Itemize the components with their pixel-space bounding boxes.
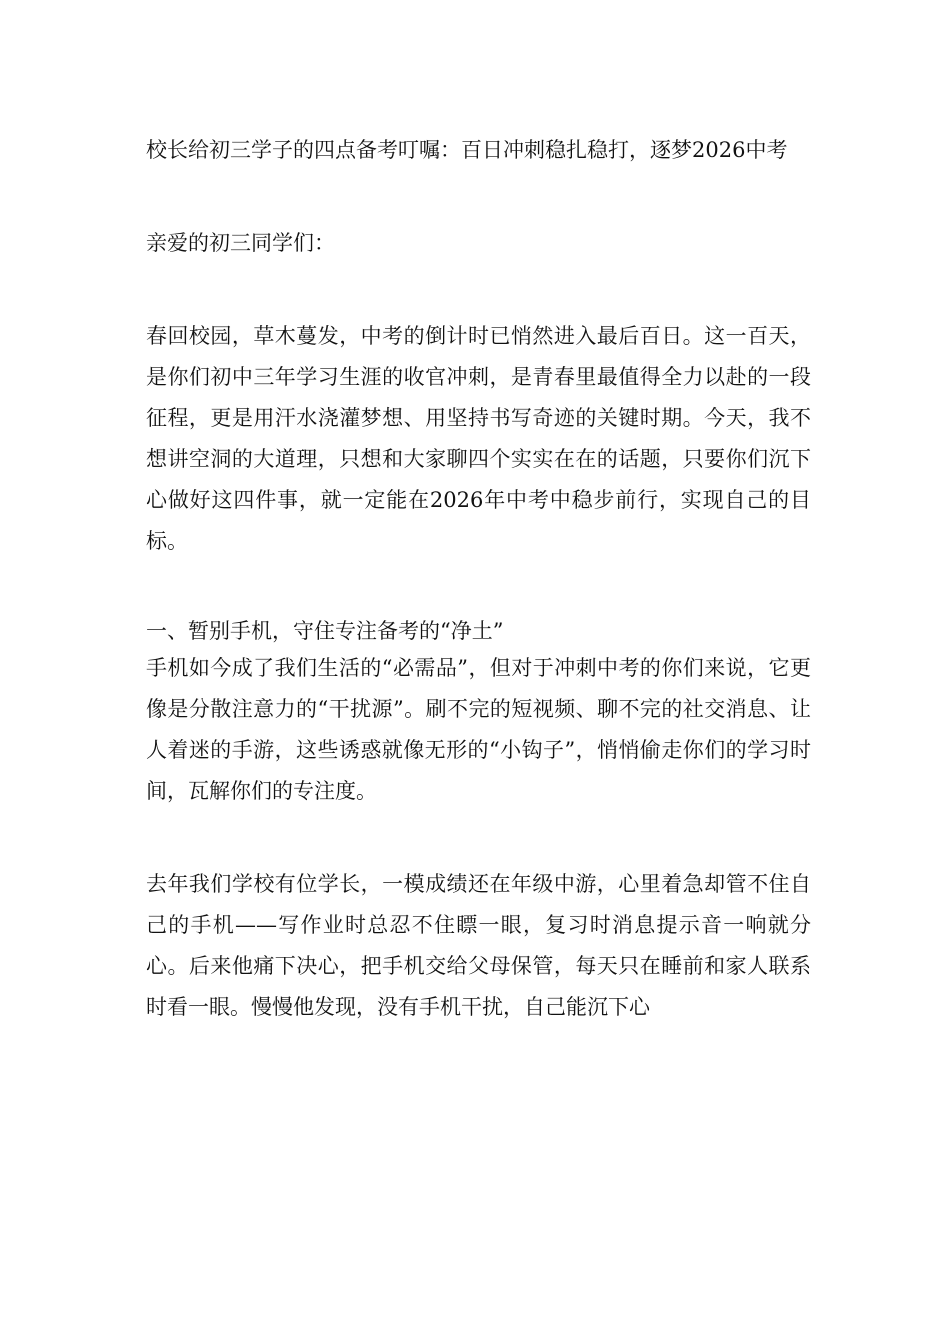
section-1-heading: 一、暂别手机，守住专注备考的“净土” <box>146 619 504 643</box>
document-title: 校长给初三学子的四点备考叮嘱：百日冲刺稳扎稳打，逐梦2026中考 <box>146 138 788 162</box>
section-1-paragraph-2: 去年我们学校有位学长，一模成绩还在年级中游，心里着急却管不住自己的手机——写作业时总忍不住瞟一眼，复习时消息提示音一响就分心。后来他痛下决心，把手机交给父母保管，每天只在睡前和家人联系时看一眼。慢慢他发现，没有手机干扰，自己能沉下心 <box>146 872 811 1019</box>
intro-paragraph: 春回校园，草木蔓发，中考的倒计时已悄然进入最后百日。这一百天，是你们初中三年学习生涯的收官冲刺，是青春里最值得全力以赴的一段征程，更是用汗水浇灌梦想、用坚持书写奇迹的关键时期。今天，我不想讲空洞的大道理，只想和大家聊四个实实在在的话题，只要你们沉下心做好这四件事，就一定能在2026年中考中稳步前行，实现自己的目标。 <box>146 324 811 553</box>
salutation: 亲爱的初三同学们： <box>146 231 335 255</box>
document-body <box>146 130 811 1028</box>
section-1-paragraph-1: 手机如今成了我们生活的“必需品”，但对于冲刺中考的你们来说，它更像是分散注意力的“干扰源”。刷不完的短视频、聊不完的社交消息、让人着迷的手游，这些诱惑就像无形的“小钩子”，悄悄偷走你们的学习时间，瓦解你们的专注度。 <box>146 656 811 803</box>
